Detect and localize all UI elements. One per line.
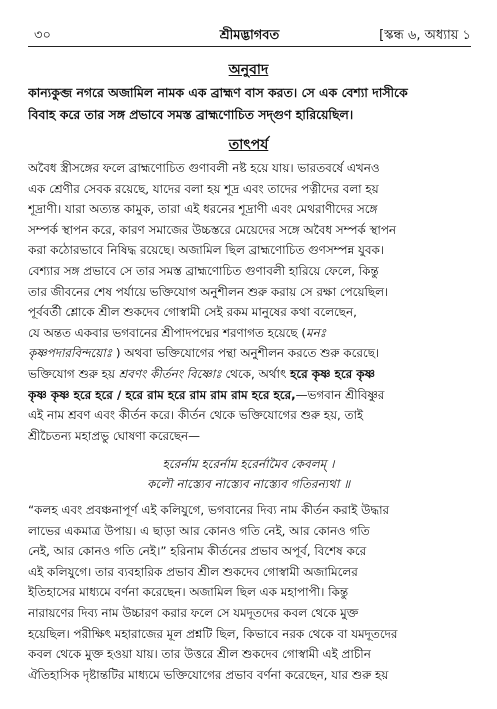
purport-line-composite: [28, 385, 471, 406]
purport-line: সম্পর্ক স্থাপন করে, কারণ সমাজের উচ্চস্তরে মেয়েদের সঙ্গে অবৈধ সম্পর্ক স্থাপন: [28, 222, 396, 237]
explanation-line: কবল থেকে মুক্ত হওয়া যায়। তার উত্তরে শ্রীল শুকদেব গোস্বামী এই প্রাচীন: [28, 647, 371, 662]
header-rule: [28, 46, 471, 47]
sanskrit-term: কৃষ্ণপদারবিন্দয়োঃ: [28, 346, 113, 361]
translation-line: কান্যকুব্জ নগরে অজামিল নামক এক ব্রাহ্মণ বাস করত। সে এক বেশ্যা দাসীকে: [28, 85, 408, 100]
purport-line-text: থেকে, অর্থাৎ: [221, 366, 291, 381]
translation-heading: অনুবাদ: [228, 62, 269, 78]
sanskrit-term: শ্রবণং কীর্তনং বিষ্ণোঃ: [118, 366, 222, 381]
explanation-line: লাভের একমাত্র উপায়। এ ছাড়া আর কোনও গতি নেই, আর কোনও গতি: [28, 523, 370, 538]
mahamantra-text: কৃষ্ণ কৃষ্ণ হরে হরে / হরে রাম হরে রাম রাম রাম হরে হরে,: [28, 387, 296, 402]
purport-line-text: ) অথবা ভক্তিযোগের পন্থা অনুশীলন করতে শুরু করেছে।: [112, 346, 380, 361]
purport-line-composite: [28, 343, 471, 364]
translation-text: [28, 82, 471, 126]
purport-line-text: যে অন্তত একবার ভগবানের শ্রীপাদপদ্মের শরণাগত হয়েছে (: [28, 325, 307, 340]
purport-line: অবৈধ স্ত্রীসঙ্গের ফলে ব্রাহ্মণোচিত গুণাবলী নষ্ট হয়ে যায়। ভারতবর্ষে এখনও: [28, 161, 380, 175]
chapter-reference: [স্কন্ধ ৬, অধ্যায় ১: [379, 28, 471, 43]
purport-line: তার জীবনের শেষ পর্যায়ে ভক্তিযোগ অনুশীলন শুরু করায় সে রক্ষা পেয়েছিল।: [28, 284, 389, 299]
page-header: [28, 24, 471, 48]
purport-line-composite: [28, 364, 471, 385]
purport-text: [28, 158, 471, 446]
explanation-line: এই কলিযুগে। তার ব্যবহারিক প্রভাব শ্রীল শুকদেব গোস্বামী অজামিলের: [28, 564, 358, 579]
page-number: ৩০: [34, 28, 51, 43]
purport-line: শূদ্রাণী। যারা অত্যন্ত কামুক, তারা এই ধরনের শূদ্রাণী এবং মেথরাণীদের সঙ্গে: [28, 202, 378, 217]
verse-explanation: [28, 500, 471, 685]
explanation-line: নারায়ণের দিব্য নাম উচ্চারণ করার ফলে সে যমদূতদের কবল থেকে মুক্ত: [28, 605, 359, 620]
sanskrit-term: মনঃ: [306, 325, 327, 340]
purport-line-composite: [28, 323, 471, 344]
translation-line: বিবাহ করে তার সঙ্গ প্রভাবে সমস্ত ব্রাহ্মণোচিত সদ্গুণ হারিয়েছিল।: [28, 107, 354, 122]
explanation-line: নেই, আর কোনও গতি নেই।” হরিনাম কীর্তনের প্রভাব অপূর্ব, বিশেষ করে: [28, 544, 367, 559]
explanation-line: হয়েছিল। পরীক্ষিৎ মহারাজের মূল প্রশ্নটি ছিল, কিভাবে নরক থেকে বা যমদূতদের: [28, 626, 398, 641]
purport-line: এই নাম শ্রবণ এবং কীর্তন করে। কীর্তন থেকে ভক্তিযোগের শুরু হয়, তাই: [28, 408, 364, 423]
purport-line: পূর্ববর্তী শ্লোকে শ্রীল শুকদেব গোস্বামী সেই রকম মানুষের কথা বলেছেন,: [28, 305, 357, 320]
purport-line: শ্রীচৈতন্য মহাপ্রভু ঘোষণা করেছেন—: [28, 428, 201, 443]
purport-line: বেশ্যার সঙ্গ প্রভাবে সে তার সমস্ত ব্রাহ্মণোচিত গুণাবলী হারিয়ে ফেলে, কিন্তু: [28, 263, 379, 278]
mahamantra-text: হরে কৃষ্ণ হরে কৃষ্ণ: [290, 366, 375, 381]
book-title: শ্রীমদ্ভাগবত: [219, 28, 280, 43]
explanation-line: ইতিহাসের মাধ্যমে বর্ণনা করেছেন। অজামিল ছিল এক মহাপাপী। কিন্তু: [28, 585, 349, 600]
purport-line: এক শ্রেণীর সেবক রয়েছে, যাদের বলা হয় শূদ্র এবং তাদের পত্নীদের বলা হয়: [28, 181, 379, 196]
purport-line-text: —ভগবান শ্রীবিষ্ণুর: [295, 387, 385, 402]
explanation-line: ঐতিহাসিক দৃষ্টান্তটির মাধ্যমে ভক্তিযোগের প্রভাব বর্ণনা করেছেন, যার শুরু হয়: [28, 667, 389, 682]
verse-line: কলৌ নাস্ত্যেব নাস্ত্যেব নাস্ত্যেব গতিরন্যথা ॥: [146, 477, 350, 491]
verse-line: হরের্নাম হরের্নাম হরের্নামৈব কেবলম্ ।: [162, 457, 335, 471]
sanskrit-verse: [0, 454, 497, 494]
explanation-line: “কলহ এবং প্রবঞ্চনাপূর্ণ এই কলিযুগে, ভগবানের দিব্য নাম কীর্তন করাই উদ্ধার: [28, 503, 390, 517]
purport-heading: তাৎপর্য: [228, 137, 269, 153]
purport-line-text: ভক্তিযোগ শুরু হয়: [28, 366, 119, 381]
purport-line: করা কঠোরভাবে নিষিদ্ধ রয়েছে। অজামিল ছিল ব্রাহ্মণোচিত গুণসম্পন্ন যুবক।: [28, 243, 385, 258]
